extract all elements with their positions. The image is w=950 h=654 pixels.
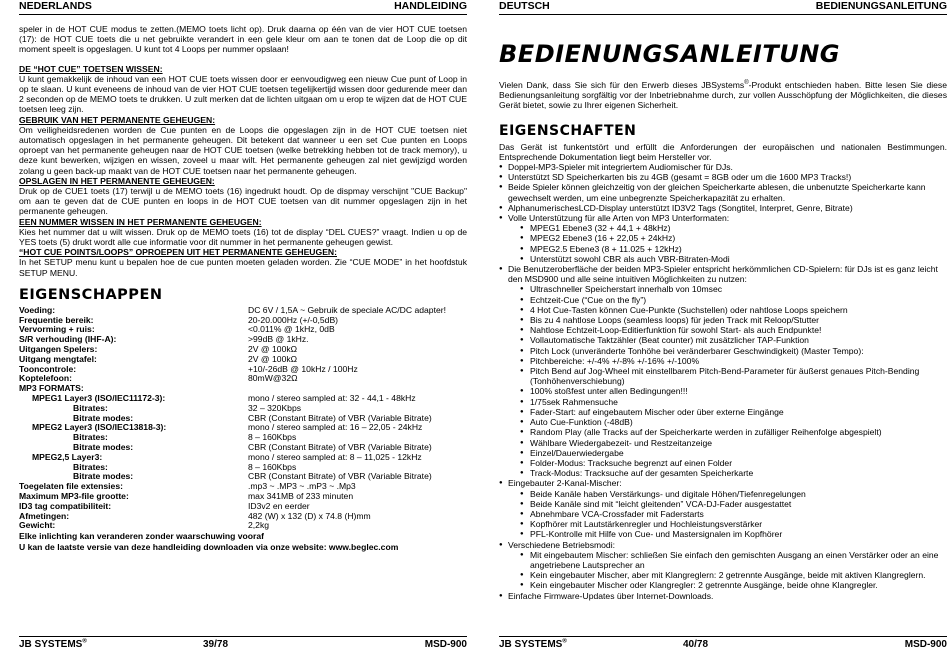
list-item: ● Volle Unterstützung für alle Arten von MP3 Unterformaten: ● MPEG1 Ebene3 (32 + 44,1 + 48kHz) ● MPEG2 Ebene3 (16 + 22,05 + 24kHz) ● MPEG2.5 Ebene3 (8 + 11.025 + 12kHz) ● Unterstützt sowohl CBR als auch VBR-Bitraten-Modi (499, 213, 947, 264)
sub-list-item: ● Auto Cue-Funktion (-48dB) (508, 417, 947, 427)
spec-value: <0.011% @ 1kHz, 0dB (248, 324, 335, 335)
list-item: ● Beide Spieler können gleichzeitig von der gleichen Speicherkarte ablesen, die unbenutzte Speicherkarte kann gewechselt werden, um eine unbegrenzte Speicherkapazität zu erhalten. (499, 182, 947, 202)
spec-value: 8 – 160Kbps (248, 461, 297, 472)
sub-list-item: ● MPEG1 Ebene3 (32 + 44,1 + 48kHz) (508, 223, 947, 233)
spec-value: max 341MB of 233 minuten (248, 491, 354, 502)
sub-list (508, 489, 947, 540)
spec-value: >99dB @ 1kHz. (248, 334, 309, 345)
spec-label: Uitgang mengtafel: (19, 353, 97, 364)
sub-list-item: ● Track-Modus: Tracksuche auf der gesamten Speicherkarte (508, 468, 947, 478)
sub-list (508, 284, 947, 478)
spec-label: Afmetingen: (19, 510, 70, 521)
spec-row (19, 365, 467, 375)
spec-row (19, 502, 467, 512)
sub-list-item: ● Nahtlose Echtzeit-Loop-Editierfunktion für sowohl Start- als auch Endpunkte! (508, 325, 947, 335)
page-header (19, 0, 467, 15)
page-header (499, 0, 947, 15)
features-intro: Das Gerät ist funkentstört und erfüllt die Anforderungen der europäischen und nationalen Bestimmungen. Entsprechende Dokumentation liegt beim Hersteller vor. (499, 141, 947, 162)
sub-list-item: ● Kein eingebauter Mischer, aber mit Klangreglern: 2 getrennte Ausgänge, beide mit aktiven Klangreglern. (508, 570, 947, 580)
spec-value: mono / stereo sampled at: 8 – 11,025 - 12kHz (248, 451, 422, 462)
sub-list-item: ● Einzel/Dauerwiedergabe (508, 448, 947, 458)
sub-list-item: ● Abnehmbare VCA-Crossfader mit Faderstarts (508, 509, 947, 519)
sub-list-item: ● Unterstützt sowohl CBR als auch VBR-Bitraten-Modi (508, 254, 947, 264)
spec-label: MPEG1 Layer3 (ISO/IEC11172-3): (32, 393, 166, 404)
sub-list (508, 550, 947, 591)
sub-list (508, 223, 947, 264)
spec-value: DC 6V / 1,5A ~ Gebruik de speciale AC/DC adapter! (248, 304, 446, 315)
sub-list-item: ● MPEG2 Ebene3 (16 + 22,05 + 24kHz) (508, 233, 947, 243)
spec-value: CBR (Constant Bitrate) of VBR (Variable Bitrate) (248, 412, 432, 423)
sub-list-item: ● 100% stoßfest unter allen Bedingungen!!! (508, 386, 947, 396)
sub-list-item: ● Kein eingebauter Mischer oder Klangregler: 2 getrennte Ausgänge, beide ohne Klangregler. (508, 580, 947, 590)
note-download: U kan de laatste versie van deze handleiding downloaden via onze website: www.beglec.com (19, 541, 399, 552)
spec-label: Maximum MP3-file grootte: (19, 491, 129, 502)
spec-label: Koptelefoon: (19, 373, 72, 384)
features-list (499, 162, 947, 601)
note-change: Elke inlichting kan veranderen zonder waarschuwing vooraf (19, 531, 264, 542)
header-language: NEDERLANDS (19, 0, 92, 12)
section-text: Druk op de CUE1 toets (17) terwijl u de MEMO toets (16) ingedrukt houdt. Op de dispmay verschijnt "CUE Backup" om aan te geven dat de CUE punten en loops in de HOT CUE toetsen van dit nummer opgeslagen zijn in het permanente geheugen. (19, 186, 467, 217)
footer-brand: JB SYSTEMS® (499, 638, 567, 650)
list-item: ● Einfache Firmware-Updates über Internet-Downloads. (499, 591, 947, 601)
spec-label: Frequentie bereik: (19, 314, 94, 325)
page-right (487, 0, 947, 654)
intro-paragraph: speler in de HOT CUE modus te zetten.(MEMO toets licht op). Druk daarna op één van de vier HOT CUE toetsen (17): de HOT CUE toets die u net gebruikte verandert in een gele kleur om aan te tonen dat de Loop die op dit moment speelt is opgeslagen. U kunt tot 4 Loops per nummer opslaan! (19, 24, 467, 55)
spec-value: .mp3 ~ .MP3 ~ .mP3 ~ .Mp3 (248, 481, 356, 492)
list-item: ● Unterstützt SD Speicherkarten bis zu 4GB (gesamt = 8GB oder um die 1600 MP3 Tracks!) (499, 172, 947, 182)
page-body (499, 80, 947, 601)
sub-list-item: ● Kopfhörer mit Lautstärkenregler und Hochleistungsverstärker (508, 519, 947, 529)
spec-value: 2V @ 100kΩ (248, 344, 298, 355)
sub-list-item: ● Beide Kanäle haben Verstärkungs- und digitale Höhen/Tiefenregelungen (508, 489, 947, 499)
sub-list-item: ● Random Play (alle Tracks auf der Speicherkarte werden in zufälliger Reihenfolge abgespielt) (508, 427, 947, 437)
spec-label: MPEG2 Layer3 (ISO/IEC13818-3): (32, 422, 167, 433)
sub-list-item: ● Echtzeit-Cue (“Cue on the fly”) (508, 295, 947, 305)
sub-list-item: ● 1/75sek Rahmensuche (508, 397, 947, 407)
sub-list-item: ● Wählbare Wiedergabezeit- und Restzeitanzeige (508, 438, 947, 448)
page-title: BEDIENUNGSANLEITUNG (499, 40, 840, 68)
spec-row (19, 374, 467, 384)
spec-label: Bitrates: (73, 402, 108, 413)
spec-value: 80mW@32Ω (248, 373, 298, 384)
spec-row (19, 521, 467, 531)
footer-model: MSD-900 (424, 639, 467, 650)
header-language: DEUTSCH (499, 0, 550, 12)
sub-list-item: ● PFL-Kontrolle mit Hilfe von Cue- und Mastersignalen im Kopfhörer (508, 529, 947, 539)
disclaimer-note (19, 531, 467, 552)
section-heading: EEN NUMMER WISSEN IN HET PERMANENTE GEHEUGEN: (19, 216, 262, 227)
footer-page-number: 40/78 (683, 639, 709, 650)
sub-list-item: ● Pitch Bend auf Jog-Wheel mit einstellbarem Pitch-Bend-Parameter für äußerst genaues Pitch-Bending (Tonhöhenverschiebung) (508, 366, 947, 386)
footer-model: MSD-900 (904, 639, 947, 650)
section-text: Om veiligheidsredenen worden de Cue punten en de Loops die opgeslagen zijn in de HOT CUE toetsen niet automatisch opgeslagen in het permanente geheugen. Dit betekent dat wanneer u een set Cue punten en Loops oproept van het permanente geheugen naar de HOT CUE toetsen (welke betrekking hebben tot de track memory), u deze kunt bewerken, wijzigen en wissen, zoveel u maar wilt. Het permanente geheugen zal niet gewijzigd worden zolang u geen back-up maakt van de HOT CUE toetsen naar het permanente geheugen. (19, 124, 467, 176)
spec-value: CBR (Constant Bitrate) of VBR (Variable Bitrate) (248, 471, 432, 482)
spec-label: Bitrate modes: (73, 471, 134, 482)
section-text: U kunt gemakkelijk de inhoud van een HOT CUE toets wissen door er eenvoudigweg een nieuw Cue punt of Loop in op te slaan. U kunt eveneens de inhoud van de vier HOT CUE toetsen tegelijkertijd wissen door gedurende meer dan 2 seconden op de MEMO toets te drukken. U zult merken dat de lichten uitgaan om u erop te wijzen dat de HOT CUE toetsen leeg zijn. (19, 73, 467, 115)
sub-list-item: ● Pitchbereiche: +/-4% +/-8% +/-16% +/-100% (508, 356, 947, 366)
spec-label: Toegelaten file extensies: (19, 481, 123, 492)
page-body (19, 24, 467, 552)
spec-value: 482 (W) x 132 (D) x 74.8 (H)mm (248, 510, 371, 521)
spec-label: Uitgangen Spelers: (19, 344, 98, 355)
intro-paragraph: Vielen Dank, dass Sie sich für den Erwerb dieses JBSystems®-Produkt entschieden haben. Bitte lesen Sie diese Bedienungsanleitung sorgfältig vor der Inbetriebnahme durch, zur vollen Ausschöpfung der Möglichkeiten, die dieses Gerät bietet, sowie zu Ihrer eigenen Sicherheit. (499, 80, 947, 111)
list-item: ● Eingebauter 2-Kanal-Mischer: ● Beide Kanäle haben Verstärkungs- und digitale Höhen/Tiefenregelungen ● Beide Kanäle sind mit “leicht gleitenden” VCA-DJ-Fader ausgestattet ● Abnehmbare VCA-Crossfader mit Faderstarts ● Kopfhörer mit Lautstärkenregler und Hochleistungsverstärker ● PFL-Kontrolle mit Hilfe von Cue- und Mastersignalen im Kopfhörer (499, 478, 947, 539)
spec-value: mono / stereo sampled at: 32 - 44,1 - 48kHz (248, 393, 416, 404)
spec-value: 2,2kg (248, 520, 270, 531)
list-item: ● AlphanumerischesLCD-Display unterstützt ID3V2 Tags (Songtitel, Interpret, Genre, Bitrate) (499, 203, 947, 213)
spec-label: ID3 tag compatibiliteit: (19, 500, 112, 511)
spec-row (19, 512, 467, 522)
list-item: ● Doppel-MP3-Spieler mit integriertem Audiomischer für DJs. (499, 162, 947, 172)
spec-row (19, 355, 467, 365)
header-doc-type: HANDLEIDING (394, 0, 467, 12)
section-heading: OPSLAGEN IN HET PERMANENTE GEHEUGEN: (19, 175, 215, 186)
spec-label: Vervorming + ruis: (19, 324, 95, 335)
spec-label: Tooncontrole: (19, 363, 77, 374)
spec-value: ID3v2 en eerder (248, 500, 310, 511)
section-heading: “HOT CUE POINTS/LOOPS” OPROEPEN UIT HET PERMANENTE GEHEUGEN: (19, 247, 337, 258)
page-footer (19, 636, 467, 653)
list-item: ● Die Benutzeroberfläche der beiden MP3-Spieler entspricht herkömmlichen CD-Spielern: für DJs ist es ganz leicht den MSD900 und alle seine intuitiven Möglichkeiten zu nutzen: ● Ultraschneller Speicherstart innerhalb von 10msec ● Echtzeit-Cue (“Cue on the fly”) ● 4 Hot Cue-Tasten können Cue-Punkte (Suchstellen) oder nahtlose Loops speichern ● Bis zu 4 nahtlose Loops (seamless loops) für jeden Track mit Reloop/Stutter ● Nahtlose Echtzeit-Loop-Editierfunktion für sowohl Start- als auch Endpunkte! ● Vollautomatische Taktzähler (Beat counter) mit zusätzlicher TAP-Funktion ● Pitch Lock (unveränderte Tonhöhe bei veränderbarer Geschwindigkeit) (Master Tempo): ● Pitchbereiche: +/-4% +/-8% +/-16% +/-100% ● Pitch Bend auf Jog-Wheel mit einstellbarem Pitch-Bend-Parameter für äußerst genaues Pitch-Bending (Tonhöhenverschiebung) ● 100% stoßfest unter allen Bedingungen!!! ● 1/75sek Rahmensuche ● Fader-Start: auf eingebautem Mischer oder über externe Eingänge ● Auto Cue-Funktion (-48dB) ● Random Play (alle Tracks auf der Speicherkarte werden in zufälliger Reihenfolge abgespielt) ● Wählbare Wiedergabezeit- und Restzeitanzeige ● Einzel/Dauerwiedergabe ● Folder-Modus: Tracksuche begrenzt auf einen Folder ● Track-Modus: Tracksuche auf der gesamten Speicherkarte (499, 264, 947, 478)
page-left (7, 0, 467, 654)
spec-value: +10/-26dB @ 10kHz / 100Hz (248, 363, 358, 374)
spec-label: MPEG2,5 Layer3: (32, 451, 103, 462)
footer-page-number: 39/78 (203, 639, 229, 650)
section-heading: GEBRUIK VAN HET PERMANENTE GEHEUGEN: (19, 114, 216, 125)
spec-label: Bitrates: (73, 432, 108, 443)
sub-list-item: ● Pitch Lock (unveränderte Tonhöhe bei veränderbarer Geschwindigkeit) (Master Tempo): (508, 346, 947, 356)
spec-value: 32 – 320Kbps (248, 402, 302, 413)
sub-list-item: ● Ultraschneller Speicherstart innerhalb von 10msec (508, 284, 947, 294)
spec-label: Voeding: (19, 304, 56, 315)
specs-table (19, 306, 467, 531)
spec-label: MP3 FORMATS: (19, 383, 84, 394)
list-item: ● Verschiedene Betriebsmodi: ● Mit eingebautem Mischer: schließen Sie einfach den gemischten Ausgang an einen Verstärker oder an eine angetriebene Lautsprecher an ● Kein eingebauter Mischer, aber mit Klangreglern: 2 getrennte Ausgänge, beide mit aktiven Klangreglern. ● Kein eingebauter Mischer oder Klangregler: 2 getrennte Ausgänge, beide ohne Klangregler. (499, 540, 947, 591)
header-doc-type: BEDIENUNGSANLEITUNG (815, 0, 947, 12)
spec-label: S/R verhouding (IHF-A): (19, 334, 117, 345)
spec-label: Bitrate modes: (73, 442, 134, 453)
sub-list-item: ● 4 Hot Cue-Tasten können Cue-Punkte (Suchstellen) oder nahtlose Loops speichern (508, 305, 947, 315)
specs-heading: EIGENSCHAPPEN (19, 286, 163, 303)
sub-list-item: ● Folder-Modus: Tracksuche begrenzt auf einen Folder (508, 458, 947, 468)
spec-label: Bitrates: (73, 461, 108, 472)
sub-list-item: ● Mit eingebautem Mischer: schließen Sie einfach den gemischten Ausgang an einen Verstärker oder an eine angetriebene Lautsprecher an (508, 550, 947, 570)
sub-list-item: ● Vollautomatische Taktzähler (Beat counter) mit zusätzlicher TAP-Funktion (508, 335, 947, 345)
sub-list-item: ● Bis zu 4 nahtlose Loops (seamless loops) für jeden Track mit Reloop/Stutter (508, 315, 947, 325)
section-text: Kies het nummer dat u wilt wissen. Druk op de MEMO toets (16) tot de display “DEL CUES?” vraagt. Indien u op de YES toets (5) drukt wordt alle cue informatie voor dit nummer in het permanente geheugen gewist. (19, 226, 467, 248)
page-footer (499, 636, 947, 653)
section-text: In het SETUP menu kunt u bepalen hoe de cue punten moeten geladen worden. Zie “CUE MODE” in het hoofdstuk SETUP MENU. (19, 257, 467, 278)
sub-list-item: ● MPEG2.5 Ebene3 (8 + 11.025 + 12kHz) (508, 244, 947, 254)
spec-value: mono / stereo sampled at: 16 – 22,05 - 24kHz (248, 422, 423, 433)
spec-value: CBR (Constant Bitrate) of VBR (Variable Bitrate) (248, 442, 432, 453)
spec-value: 20-20.000Hz (+/-0,5dB) (248, 314, 339, 325)
features-heading: EIGENSCHAFTEN (499, 122, 637, 139)
section-heading: DE “HOT CUE” TOETSEN WISSEN: (19, 63, 163, 74)
spec-label: Bitrate modes: (73, 412, 134, 423)
spec-label: Gewicht: (19, 520, 56, 531)
sub-list-item: ● Beide Kanäle sind mit “leicht gleitenden” VCA-DJ-Fader ausgestattet (508, 499, 947, 509)
spec-value: 2V @ 100kΩ (248, 353, 298, 364)
footer-brand: JB SYSTEMS® (19, 638, 87, 650)
spec-value: 8 – 160Kbps (248, 432, 297, 443)
sub-list-item: ● Fader-Start: auf eingebautem Mischer oder über externe Eingänge (508, 407, 947, 417)
